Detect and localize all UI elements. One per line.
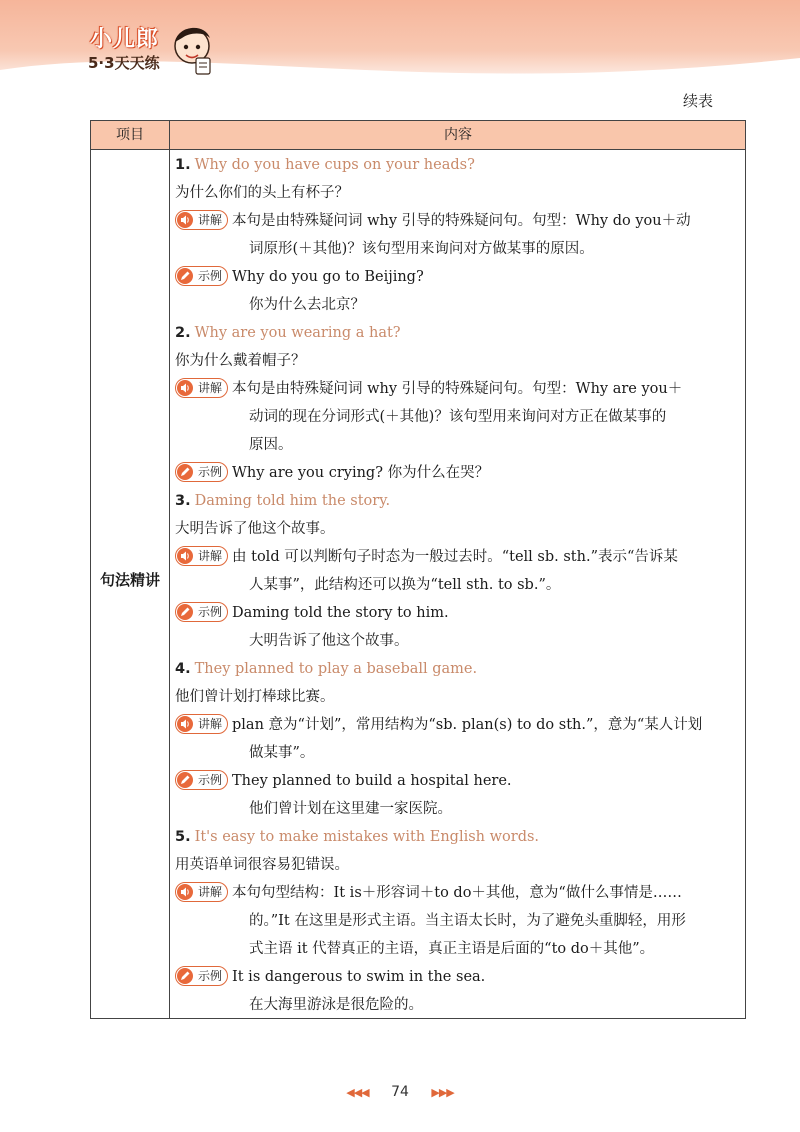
badge-label: 讲解 bbox=[198, 885, 223, 899]
english-sentence: Why do you have cups on your heads? bbox=[194, 157, 475, 173]
syntax-table bbox=[90, 120, 746, 1019]
entries-list bbox=[175, 151, 741, 1019]
badge-label: 讲解 bbox=[198, 213, 223, 227]
example-badge bbox=[175, 602, 228, 622]
example-line bbox=[175, 767, 741, 795]
explain-badge bbox=[175, 210, 228, 230]
sentence-line bbox=[175, 487, 741, 515]
example-line bbox=[175, 291, 741, 319]
explain-badge bbox=[175, 378, 228, 398]
example-line bbox=[175, 627, 741, 655]
example-text: 在大海里游泳是很危险的。 bbox=[249, 997, 423, 1013]
entry-number: 5. bbox=[175, 829, 191, 845]
explanation-line bbox=[175, 235, 741, 263]
badge-label: 示例 bbox=[198, 605, 223, 619]
badge-label: 示例 bbox=[198, 269, 223, 283]
example-text: Daming told the story to him. bbox=[232, 605, 449, 621]
english-sentence: Why are you wearing a hat? bbox=[194, 325, 401, 341]
sentence-line bbox=[175, 823, 741, 851]
explain-badge bbox=[175, 546, 228, 566]
page-footer bbox=[0, 1084, 800, 1100]
left-arrows-icon: ◀◀◀ bbox=[346, 1086, 369, 1099]
explanation-text: 本句是由特殊疑问词 why 引导的特殊疑问句。句型：Why are you＋ bbox=[232, 381, 683, 397]
sentence-line bbox=[175, 151, 741, 179]
translation-line: 他们曾计划打棒球比赛。 bbox=[175, 689, 335, 705]
badge-label: 讲解 bbox=[198, 717, 223, 731]
example-text: Why do you go to Beijing? bbox=[232, 269, 424, 285]
entry-number: 1. bbox=[175, 157, 191, 173]
example-text: 你为什么去北京？ bbox=[249, 297, 365, 313]
badge-label: 示例 bbox=[198, 773, 223, 787]
entry-number: 2. bbox=[175, 325, 191, 341]
example-line bbox=[175, 459, 741, 487]
example-line bbox=[175, 991, 741, 1019]
example-line bbox=[175, 599, 741, 627]
explanation-text: 原因。 bbox=[249, 437, 293, 453]
translation-line: 你为什么戴着帽子？ bbox=[175, 353, 306, 369]
translation-line: 为什么你们的头上有杯子？ bbox=[175, 185, 349, 201]
explanation-line bbox=[175, 431, 741, 459]
english-sentence: It's easy to make mistakes with English words. bbox=[194, 829, 540, 845]
example-text: They planned to build a hospital here. bbox=[232, 773, 512, 789]
badge-label: 讲解 bbox=[198, 381, 223, 395]
boy-mascot-icon bbox=[170, 20, 216, 80]
example-line bbox=[175, 795, 741, 823]
explanation-text: 本句是由特殊疑问词 why 引导的特殊疑问句。句型：Why do you＋动 bbox=[232, 213, 691, 229]
sentence-line bbox=[175, 319, 741, 347]
explanation-text: 由 told 可以判断句子时态为一般过去时。“tell sb. sth.”表示“告诉某 bbox=[232, 549, 678, 565]
explanation-line bbox=[175, 879, 741, 907]
explanation-text: 的。”It 在这里是形式主语。当主语太长时，为了避免头重脚轻，用形 bbox=[249, 913, 686, 929]
entry-number: 3. bbox=[175, 493, 191, 509]
brand-name: 小儿郎 bbox=[90, 27, 160, 52]
sentence-line bbox=[175, 655, 741, 683]
example-badge bbox=[175, 966, 228, 986]
translation-line: 用英语单词很容易犯错误。 bbox=[175, 857, 349, 873]
pencil-icon bbox=[177, 968, 193, 984]
continued-label: 续表 bbox=[683, 92, 714, 110]
example-badge bbox=[175, 770, 228, 790]
explanation-line bbox=[175, 207, 741, 235]
example-badge bbox=[175, 266, 228, 286]
column-header-item: 项目 bbox=[116, 127, 144, 143]
entry-number: 4. bbox=[175, 661, 191, 677]
explanation-line bbox=[175, 375, 741, 403]
badge-label: 示例 bbox=[198, 969, 223, 983]
brand-series: 5·3天天练 bbox=[88, 54, 160, 72]
explain-badge bbox=[175, 714, 228, 734]
example-line bbox=[175, 263, 741, 291]
pencil-icon bbox=[177, 464, 193, 480]
column-divider bbox=[169, 149, 170, 1018]
speaker-icon bbox=[177, 716, 193, 732]
explanation-text: 人某事”，此结构还可以换为“tell sth. to sb.”。 bbox=[249, 577, 561, 593]
explanation-text: 式主语 it 代替真正的主语，真正主语是后面的“to do＋其他”。 bbox=[249, 941, 655, 957]
explanation-text: 动词的现在分词形式(＋其他)？该句型用来询问对方正在做某事的 bbox=[249, 409, 667, 425]
speaker-icon bbox=[177, 884, 193, 900]
explanation-line bbox=[175, 543, 741, 571]
explanation-text: plan 意为“计划”，常用结构为“sb. plan(s) to do sth.”，意为“某人计划 bbox=[232, 717, 703, 733]
badge-label: 讲解 bbox=[198, 549, 223, 563]
explanation-line bbox=[175, 571, 741, 599]
column-header-content: 内容 bbox=[169, 121, 746, 149]
explanation-line bbox=[175, 711, 741, 739]
explanation-text: 做某事”。 bbox=[249, 745, 315, 761]
explanation-text: 本句句型结构：It is＋形容词＋to do＋其他，意为“做什么事情是…… bbox=[232, 885, 682, 901]
pencil-icon bbox=[177, 268, 193, 284]
right-arrows-icon: ▶▶▶ bbox=[431, 1086, 454, 1099]
example-text: 大明告诉了他这个故事。 bbox=[249, 633, 409, 649]
explain-badge bbox=[175, 882, 228, 902]
example-badge bbox=[175, 462, 228, 482]
pencil-icon bbox=[177, 604, 193, 620]
translation-line: 大明告诉了他这个故事。 bbox=[175, 521, 335, 537]
table-header bbox=[91, 121, 745, 150]
badge-label: 示例 bbox=[198, 465, 223, 479]
english-sentence: Daming told him the story. bbox=[194, 493, 391, 509]
explanation-text: 词原形(＋其他)？该句型用来询问对方做某事的原因。 bbox=[249, 241, 594, 257]
explanation-line bbox=[175, 739, 741, 767]
pencil-icon bbox=[177, 772, 193, 788]
speaker-icon bbox=[177, 212, 193, 228]
explanation-line bbox=[175, 935, 741, 963]
example-text: 他们曾计划在这里建一家医院。 bbox=[249, 801, 452, 817]
brand-logo bbox=[70, 20, 220, 82]
explanation-line bbox=[175, 403, 741, 431]
example-line bbox=[175, 963, 741, 991]
english-sentence: They planned to play a baseball game. bbox=[194, 661, 478, 677]
explanation-line bbox=[175, 907, 741, 935]
speaker-icon bbox=[177, 548, 193, 564]
example-text: It is dangerous to swim in the sea. bbox=[232, 969, 486, 985]
speaker-icon bbox=[177, 380, 193, 396]
page-number: 74 bbox=[391, 1084, 409, 1100]
example-text: Why are you crying? 你为什么在哭？ bbox=[232, 465, 490, 481]
item-category-label: 句法精讲 bbox=[99, 571, 160, 589]
